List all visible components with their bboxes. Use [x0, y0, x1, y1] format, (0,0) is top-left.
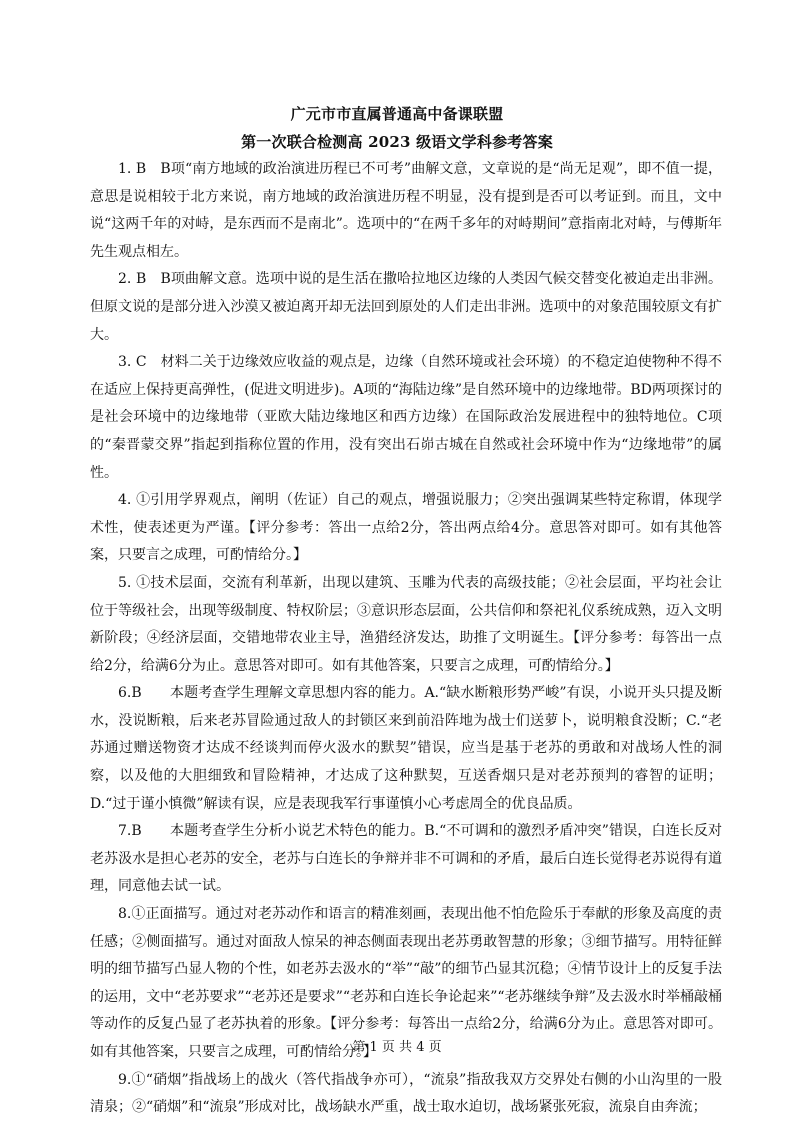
answer-3: 3. C 材料二关于边缘效应收益的观点是，边缘（自然环境或社会环境）的不稳定迫使物种不得不在适应上保持更高弹性，(促进文明进步)。A项的“海陆边缘”是自然环境中的边缘地带。BD两项探讨的是社会环境中的边缘地带（亚欧大陆边缘地区和西方边缘）在国际政治发展进程中的独特地位。C项的“秦晋蒙交界”指起到指称位置的作用，没有突出石峁古城在自然或社会环境中作为“边缘地带”的属性。: [90, 354, 722, 481]
answer-5: 5. ①技术层面，交流有利革新，出现以建筑、玉雕为代表的高级技能；②社会层面，平均社会让位于等级社会，出现等级制度、特权阶层；③意识形态层面，公共信仰和祭祀礼仪系统成熟，迈入文明新阶段；④经济层面，交错地带农业主导，渔猎经济发达，助推了文明诞生。【评分参考：每答出一点给2分，给满6分为止。意思答对即可。如有其他答案，只要言之成理，可酌情给分。】: [90, 574, 722, 674]
document-subtitle: 第一次联合检测高 2023 级语文学科参考答案: [241, 133, 553, 151]
answer-6: 6.B 本题考查学生理解文章思想内容的能力。A.“缺水断粮形势严峻”有误，小说开头只提及断水，没说断粮，后来老苏冒险通过敌人的封锁区来到前沿阵地为战士们送萝卜，说明粮食没断；C.“老苏通过赠送物资才达成不经谈判而停火汲水的默契”错误，应当是基于老苏的勇敢和对战场人性的洞察，以及他的大胆细致和冒险精神，才达成了这种默契，互送香烟只是对老苏预判的睿智的证明；D.“过于谨小慎微”解读有误，应是表现我军行事谨慎小心考虑周全的优良品质。: [90, 685, 722, 812]
answer-1: 1. B B项“南方地域的政治演进历程已不可考”曲解文意，文章说的是“尚无足观”，即不值一提，意思是说相较于北方来说，南方地域的政治演进历程不明显，没有提到是否可以考证到。而且，文中说“这两千年的对峙，是东西而不是南北”。选项中的“在两千多年的对峙期间”意指南北对峙，与傅斯年先生观点相左。: [90, 161, 722, 260]
answer-9: 9.①“硝烟”指战场上的战火（答代指战争亦可），“流泉”指敌我双方交界处右侧的小山沟里的一股清泉；②“硝烟”和“流泉”形成对比，战场缺水严重，战士取水迫切，战场紧张死寂，流泉自由奔流；: [90, 1071, 722, 1116]
document-title: 广元市市直属普通高中备课联盟: [290, 105, 504, 123]
answer-8: 8.①正面描写。通过对老苏动作和语言的精准刻画，表现出他不怕危险乐于奉献的形象及高度的责任感；②侧面描写。通过对面敌人惊呆的神态侧面表现出老苏勇敢智慧的形象；③细节描写。用特征鲜明的细节描写凸显人物的个性，如老苏去汲水的“举”“敲”的细节凸显其沉稳；④情节设计上的反复手法的运用，文中“老苏要求”“老苏还是要求”“老苏和白连长争论起来”“老苏继续争辩”及去汲水时举桶敲桶等动作的反复凸显了老苏执着的形象。【评分参考：每答出一点给2分，给满6分为止。意思答对即可。如有其他答案，只要言之成理，可酌情给分。】: [90, 906, 722, 1060]
document-header: [0, 100, 794, 156]
answer-list: [90, 156, 722, 1122]
answer-7: 7.B 本题考查学生分析小说艺术特色的能力。B.“不可调和的激烈矛盾冲突”错误，白连长反对老苏汲水是担心老苏的安全，老苏与白连长的争辩并非不可调和的矛盾，最后白连长觉得老苏说得有道理，同意他去试一试。: [90, 823, 722, 895]
page-number: 第 1 页 共 4 页: [352, 1040, 442, 1055]
answer-2: 2. B B项曲解文意。选项中说的是生活在撒哈拉地区边缘的人类因气候交替变化被迫走出非洲。但原文说的是部分进入沙漠又被迫离开却无法回到原处的人们走出非洲。选项中的对象范围较原文有扩大。: [90, 271, 722, 343]
answer-4: 4. ①引用学界观点，阐明（佐证）自己的观点，增强说服力；②突出强调某些特定称谓，体现学术性，使表述更为严谨。【评分参考：答出一点给2分，答出两点给4分。意思答对即可。如有其他答案，只要言之成理，可酌情给分。】: [90, 492, 722, 564]
